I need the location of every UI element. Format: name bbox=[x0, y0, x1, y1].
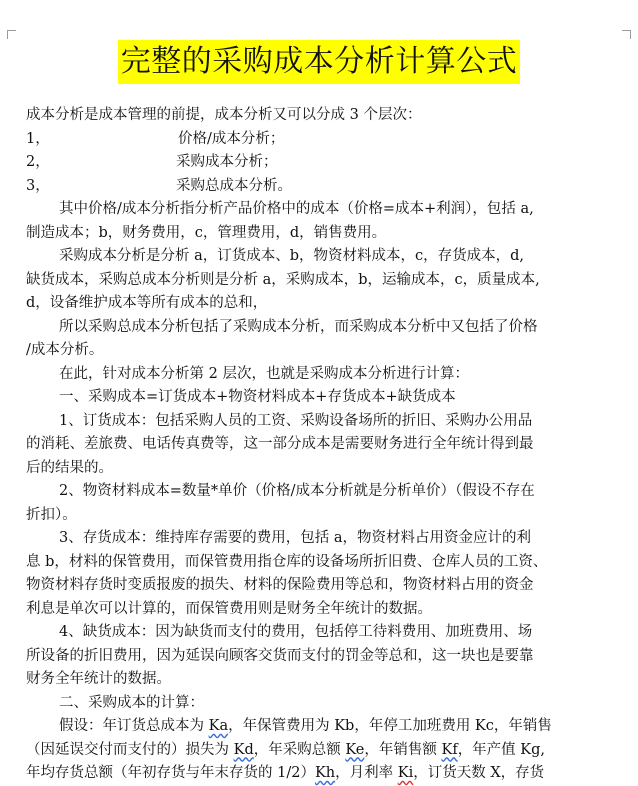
paragraph-line[interactable]: 缺货成本，采购总成本分析则是分析 a，采购成本，b，运输成本，c，质量成本, bbox=[26, 271, 540, 288]
paragraph-line[interactable]: 制造成本；b，财务费用，c，管理费用，d，销售费用。 bbox=[26, 224, 387, 241]
variable-ki: Ki bbox=[397, 765, 414, 781]
document-body bbox=[26, 104, 638, 786]
document-title[interactable]: 完整的采购成本分析计算公式 bbox=[118, 40, 521, 84]
paragraph-line[interactable]: 财务全年统计的数据。 bbox=[26, 671, 171, 687]
paragraph-line[interactable]: 1、订货成本：包括采购人员的工资、采购设备场所的折旧、采购办公用品 bbox=[59, 412, 533, 429]
paragraph-line[interactable]: 利息是单次可以计算的，而保管费用则是财务全年统计的数据。 bbox=[26, 600, 432, 617]
paragraph-line[interactable]: 2、物资材料成本=数量*单价（价格/成本分析就是分析单价）（假设不存在 bbox=[59, 483, 535, 499]
variable-kf: Kf bbox=[441, 741, 458, 758]
paragraph-line[interactable]: 所设备的折旧费用，因为延误向顾客交货而支付的罚金等总和，这一块也是要靠 bbox=[26, 647, 534, 664]
paragraph-line[interactable]: 的消耗、差旅费、电话传真费等，这一部分成本是需要财务进行全年统计得到最 bbox=[26, 436, 534, 452]
list-item-number: 2， bbox=[26, 154, 50, 170]
list-item-number: 3， bbox=[26, 177, 50, 194]
variable-ke: Ke bbox=[345, 741, 365, 758]
calc-line[interactable] bbox=[26, 762, 638, 786]
paragraph-line[interactable]: 后的结果的。 bbox=[26, 459, 113, 476]
paragraph-line[interactable]: 3、存货成本：维持库存需要的费用，包括 a，物资材料占用资金应计的利 bbox=[59, 530, 531, 546]
paragraph-line[interactable]: 息 b，材料的保管费用，而保管费用指仓库的设备场所折旧费、仓库人员的工资、 bbox=[26, 553, 548, 570]
calc-line[interactable] bbox=[26, 715, 638, 739]
calc-line[interactable] bbox=[26, 739, 638, 763]
list-item[interactable] bbox=[26, 151, 638, 175]
paragraph-line[interactable]: 在此，针对成本分析第 2 层次，也就是采购成本分析进行计算： bbox=[59, 365, 469, 382]
page-corner-mark bbox=[7, 30, 16, 39]
title-wrap bbox=[0, 40, 638, 84]
list-item[interactable] bbox=[26, 128, 638, 152]
calc-text: ，订货天数 X，存货 bbox=[413, 765, 545, 781]
paragraph-line[interactable]: 折扣）。 bbox=[26, 506, 77, 523]
paragraph-line[interactable]: 其中价格/成本分析指分析产品价格中的成本（价格=成本+利润），包括 a, bbox=[59, 201, 534, 217]
list-item-text: 价格/成本分析； bbox=[178, 130, 285, 147]
calc-text: （因延误交付而支付的）损失为 bbox=[26, 741, 234, 758]
page-corner-mark bbox=[622, 30, 631, 39]
variable-ka: Ka bbox=[208, 718, 229, 734]
paragraph-line[interactable]: 采购成本分析是分析 a，订货成本、b，物资材料成本，c，存货成本，d, bbox=[59, 248, 525, 264]
variable-kh: Kh bbox=[314, 765, 336, 781]
paragraph-line[interactable]: 成本分析是成本管理的前提，成本分析又可以分成 3 个层次： bbox=[26, 107, 422, 123]
calc-text: ，月利率 bbox=[335, 765, 398, 781]
paragraph-line[interactable]: 4、缺货成本：因为缺货而支付的费用，包括停工待料费用、加班费用、场 bbox=[59, 624, 533, 640]
section-heading[interactable]: 一、采购成本=订货成本+物资材料成本+存货成本+缺货成本 bbox=[59, 389, 456, 405]
paragraph-line[interactable]: d，设备维护成本等所有成本的总和， bbox=[26, 295, 268, 311]
list-item-text: 采购成本分析； bbox=[176, 154, 278, 170]
paragraph-line[interactable]: 物资材料存货时变质报废的损失、材料的保险费用等总和，物资材料占用的资金 bbox=[26, 577, 534, 593]
calc-text: ，年销售额 bbox=[364, 741, 442, 758]
paragraph-line[interactable]: 所以采购总成本分析包括了采购成本分析，而采购成本分析中又包括了价格 bbox=[59, 318, 538, 335]
list-item-number: 1， bbox=[26, 130, 50, 147]
list-item[interactable] bbox=[26, 175, 638, 199]
variable-kd: Kd bbox=[233, 741, 254, 758]
calc-text: 年均存货总额（年初存货与年末存货的 1/2） bbox=[26, 765, 315, 781]
paragraph-line[interactable]: /成本分析。 bbox=[26, 342, 104, 358]
calc-text: ，年采购总额 bbox=[253, 741, 346, 758]
calc-text: 假设：年订货总成本为 bbox=[59, 718, 209, 734]
section-heading[interactable]: 二、采购成本的计算： bbox=[59, 694, 204, 711]
list-item-text: 采购总成本分析。 bbox=[176, 177, 292, 194]
calc-text: ，年保管费用为 Kb，年停工加班费用 Kc，年销售 bbox=[228, 718, 552, 734]
calc-text: ，年产值 Kg, bbox=[457, 741, 546, 758]
